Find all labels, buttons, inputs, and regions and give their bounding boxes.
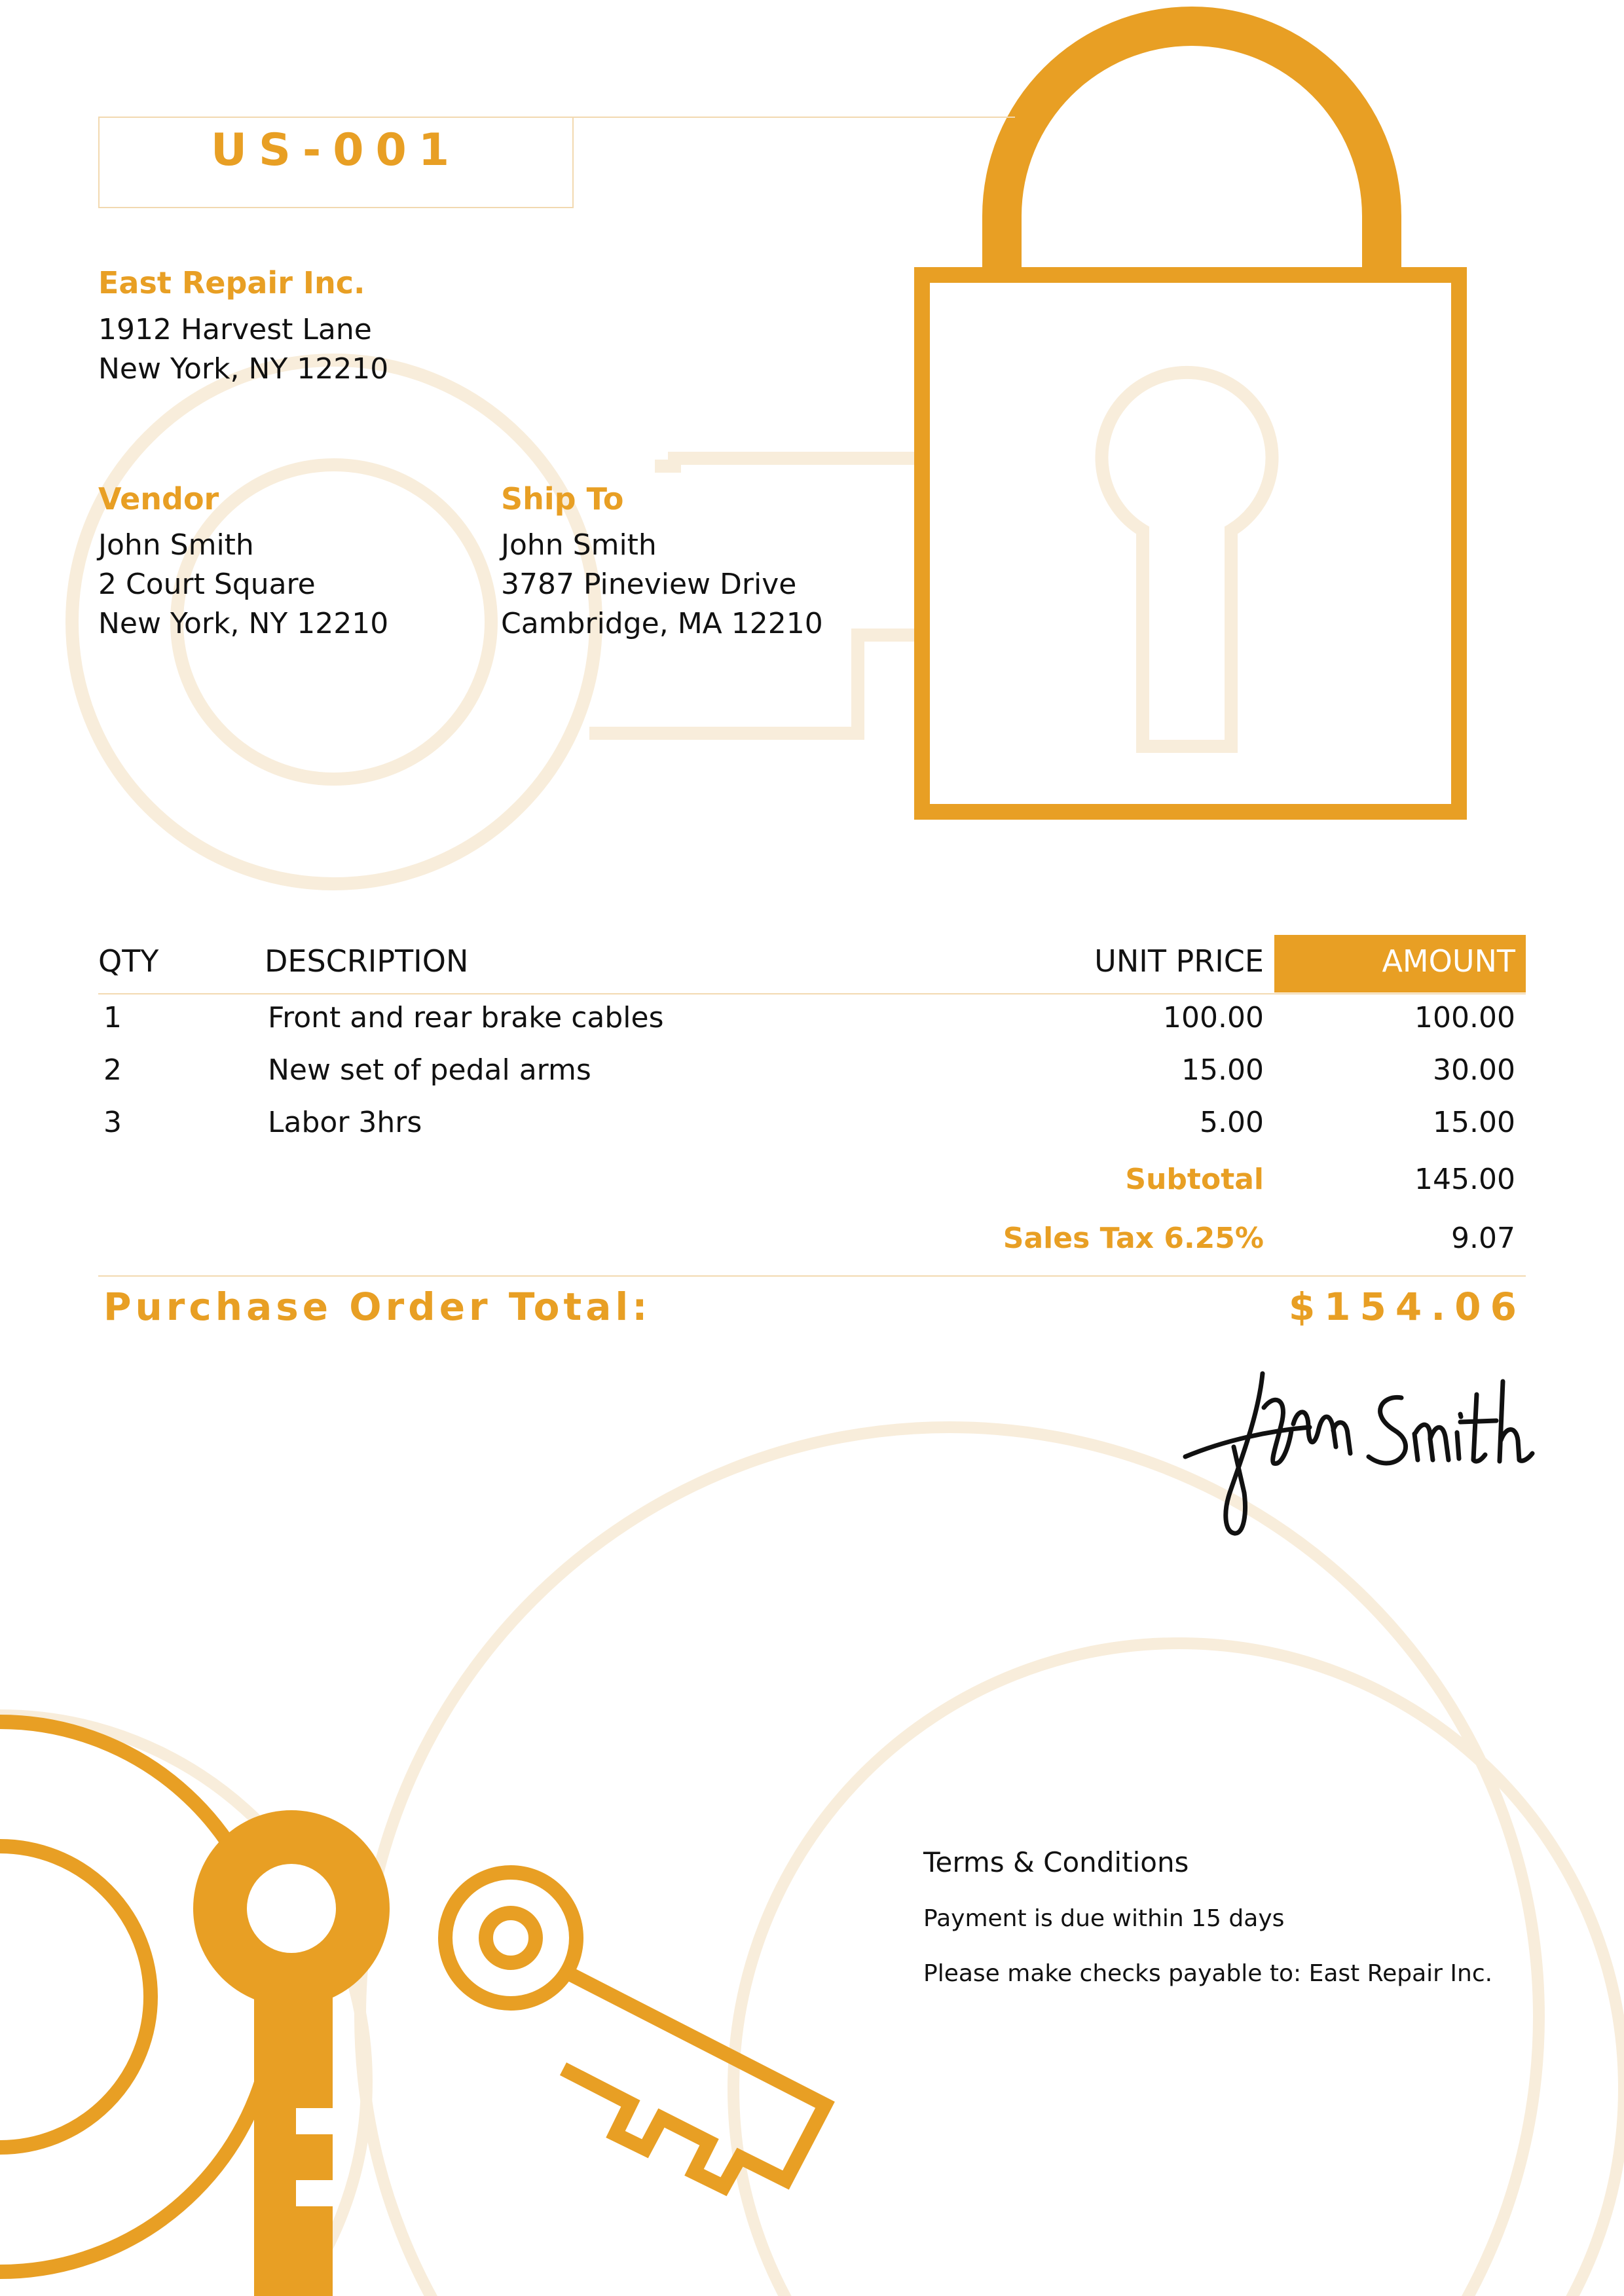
sales-tax-value: 9.07 xyxy=(1451,1222,1515,1255)
row-description: Front and rear brake cables xyxy=(268,1001,664,1034)
terms-title: Terms & Conditions xyxy=(923,1846,1189,1878)
amount-header: AMOUNT xyxy=(1382,943,1515,979)
row-unit-price: 15.00 xyxy=(1181,1053,1264,1087)
subtotal-value: 145.00 xyxy=(1414,1163,1515,1196)
vendor-name: John Smith xyxy=(98,528,254,562)
company-address xyxy=(98,310,388,389)
row-amount: 15.00 xyxy=(1433,1106,1515,1139)
row-amount: 100.00 xyxy=(1414,1001,1515,1034)
vendor-address-line2: New York, NY 12210 xyxy=(98,607,389,640)
vendor-title: Vendor xyxy=(98,481,219,517)
row-unit-price: 5.00 xyxy=(1200,1106,1264,1139)
header-rule xyxy=(574,117,1015,118)
qty-header: QTY xyxy=(98,943,159,979)
row-amount: 30.00 xyxy=(1433,1053,1515,1087)
row-unit-price: 100.00 xyxy=(1163,1001,1264,1034)
terms-line1: Payment is due within 15 days xyxy=(923,1905,1285,1932)
row-qty: 3 xyxy=(103,1106,122,1139)
description-header: DESCRIPTION xyxy=(265,943,469,979)
subtotal-label: Subtotal xyxy=(1125,1163,1264,1196)
company-name: East Repair Inc. xyxy=(98,265,365,301)
vendor-address xyxy=(98,526,388,644)
company-address-line2: New York, NY 12210 xyxy=(98,352,389,386)
ship-to-address-line2: Cambridge, MA 12210 xyxy=(501,607,823,640)
row-qty: 2 xyxy=(103,1053,122,1087)
ship-to-address-line1: 3787 Pineview Drive xyxy=(501,568,797,601)
total-rule xyxy=(98,1275,1526,1277)
ship-to-title: Ship To xyxy=(501,481,624,517)
company-address-line1: 1912 Harvest Lane xyxy=(98,313,372,346)
table-header-rule xyxy=(98,993,1526,994)
terms-line2: Please make checks payable to: East Repair Inc. xyxy=(923,1960,1493,1987)
ship-to-name: John Smith xyxy=(501,528,657,562)
po-number: US-001 xyxy=(210,124,462,176)
total-value: $154.06 xyxy=(1288,1285,1526,1329)
signature xyxy=(1179,1368,1532,1591)
total-label: Purchase Order Total: xyxy=(103,1285,652,1329)
row-description: New set of pedal arms xyxy=(268,1053,591,1087)
unit-price-header: UNIT PRICE xyxy=(1094,943,1264,979)
row-qty: 1 xyxy=(103,1001,122,1034)
ship-to-address xyxy=(501,526,823,644)
vendor-address-line1: 2 Court Square xyxy=(98,568,316,601)
row-description: Labor 3hrs xyxy=(268,1106,422,1139)
sales-tax-label: Sales Tax 6.25% xyxy=(1003,1222,1264,1255)
